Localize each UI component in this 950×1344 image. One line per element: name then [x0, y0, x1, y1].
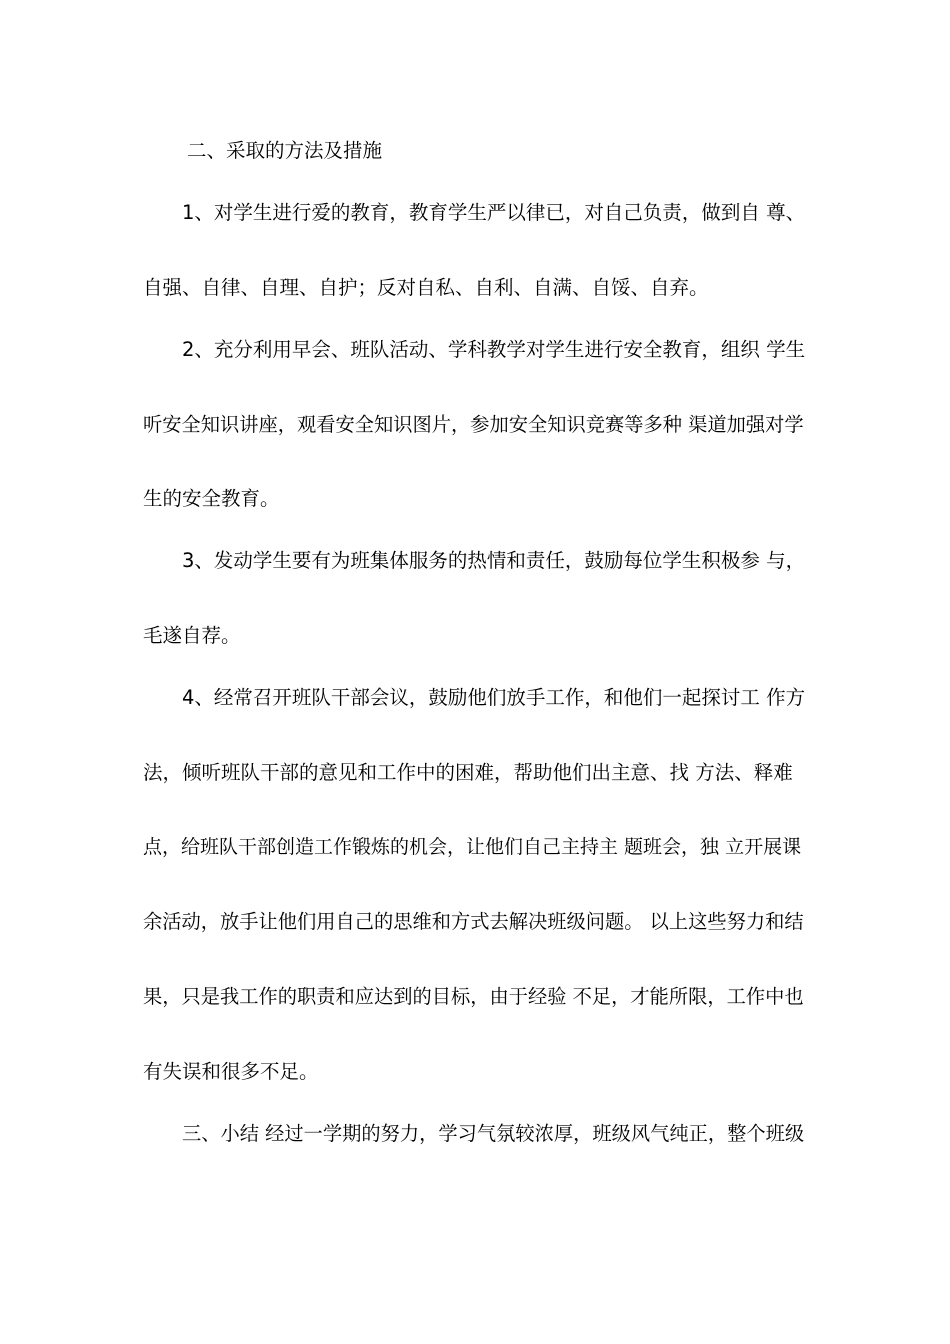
paragraph-line: 生的安全教育。 [143, 487, 280, 510]
paragraph-line: 果，只是我工作的职责和应达到的目标，由于经验 不足，才能所限，工作中也 [143, 985, 804, 1008]
paragraph-line: 法，倾听班队干部的意见和工作中的困难，帮助他们出主意、找 方法、释难 [143, 761, 793, 784]
paragraph-line: 4、经常召开班队干部会议，鼓励他们放手工作，和他们一起探讨工 作方 [182, 686, 806, 709]
paragraph-line: 听安全知识讲座，观看安全知识图片，参加安全知识竞赛等多种 渠道加强对学 [143, 413, 804, 436]
paragraph-line: 3、发动学生要有为班集体服务的热情和责任，鼓励每位学生积极参 与， [182, 549, 806, 572]
paragraph-line: 2、充分利用早会、班队活动、学科教学对学生进行安全教育，组织 学生 [182, 338, 806, 361]
paragraph-line: 余活动，放手让他们用自己的思维和方式去解决班级问题。 以上这些努力和结 [143, 910, 804, 933]
paragraph-line: 自强、自律、自理、自护；反对自私、自利、自满、自馁、自弃。 [143, 276, 709, 299]
paragraph-line: 有失误和很多不足。 [143, 1060, 319, 1083]
paragraph-line: 毛遂自荐。 [143, 624, 241, 647]
section-heading-summary: 三、小结 经过一学期的努力，学习气氛较浓厚，班级风气纯正，整个班级 [182, 1122, 805, 1145]
paragraph-line: 1、对学生进行爱的教育，教育学生严以律已，对自己负责，做到自 尊、 [182, 201, 806, 224]
paragraph-line: 点，给班队干部创造工作锻炼的机会，让他们自己主持主 题班会，独 立开展课 [143, 836, 802, 858]
section-heading-methods: 二、采取的方法及措施 [187, 139, 383, 162]
